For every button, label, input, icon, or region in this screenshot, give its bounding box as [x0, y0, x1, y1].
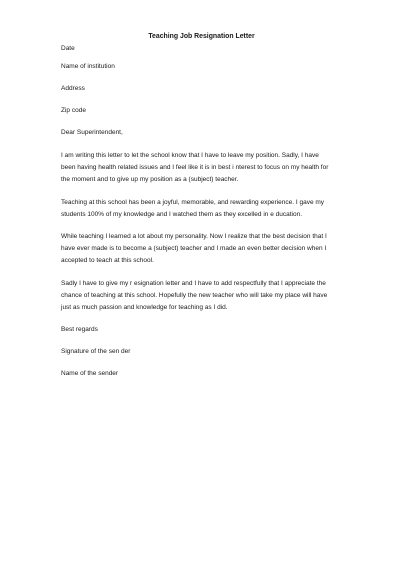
date-line: Date — [61, 45, 75, 52]
paragraph-4-line-2: chance of teaching at this school. Hopefully the new teacher who will take my place will have — [61, 292, 328, 299]
paragraph-3-line-3: accepted to teach at this school. — [61, 257, 154, 264]
closing: Best regards — [61, 326, 98, 333]
paragraph-4-line-1: Sadly I have to give my r esignation letter and I have to add respectfully that I appreciate the — [61, 280, 326, 287]
paragraph-3-line-1: While teaching I learned a lot about my personality. Now I realize that the best decision that I — [61, 233, 327, 240]
paragraph-3-line-2: have ever made is to become a (subject) teacher and I made an even better decision when I — [61, 245, 327, 252]
signature-line: Signature of the sen der — [61, 348, 131, 355]
zip-code-line: Zip code — [61, 107, 86, 114]
address-line: Address — [61, 85, 85, 92]
paragraph-1-line-1: I am writing this letter to let the school know that I have to leave my position. Sadly, I have — [61, 152, 319, 159]
salutation: Dear Superintendent, — [61, 129, 123, 136]
paragraph-1-line-2: been having health related issues and I feel like it is in best i nterest to focus on my health for — [61, 164, 329, 171]
sender-name-line: Name of the sender — [61, 370, 119, 377]
paragraph-2-line-2: students 100% of my knowledge and I watched them as they excelled in e ducation. — [61, 211, 303, 218]
institution-name-line: Name of institution — [61, 63, 115, 70]
paragraph-4-line-3: just as much passion and knowledge for teaching as I did. — [61, 304, 228, 311]
letter-title: Teaching Job Resignation Letter — [148, 33, 255, 40]
paragraph-2-line-1: Teaching at this school has been a joyful, memorable, and rewarding experience. I gave my — [61, 199, 325, 206]
paragraph-1-line-3: the moment and to give up my position as a (subject) teacher. — [61, 176, 239, 183]
